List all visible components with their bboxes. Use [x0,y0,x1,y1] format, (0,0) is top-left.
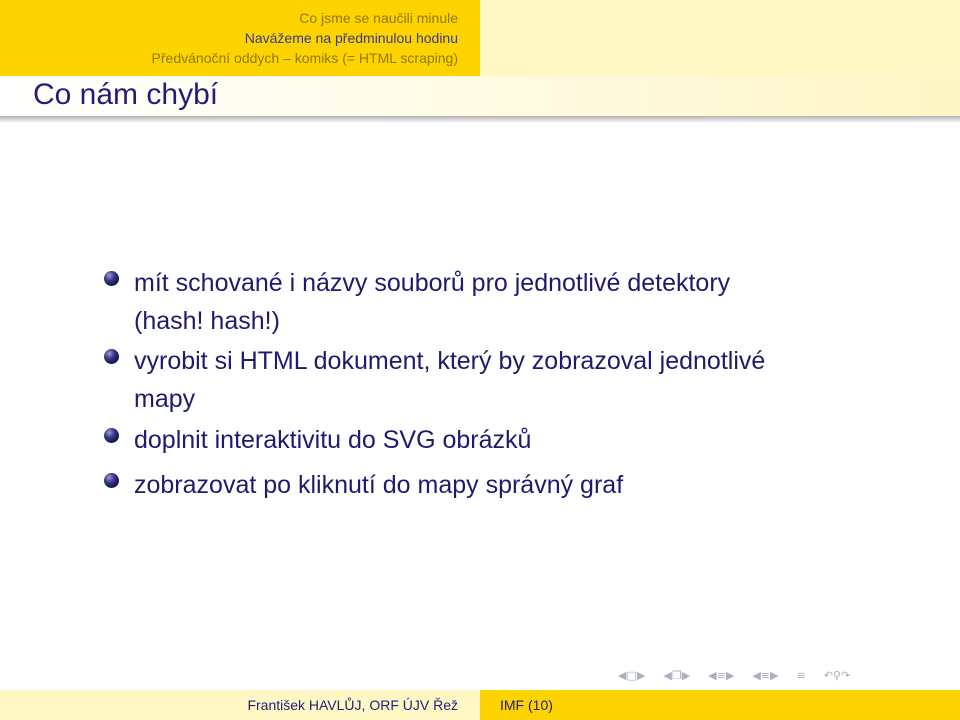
section-prev-icon[interactable]: ◀ [752,669,761,682]
subsection-icon[interactable]: ≡ [716,669,726,682]
bullet-text-line: mapy [134,385,196,413]
frame-prev-icon[interactable]: ◀ [663,669,672,682]
section-next-icon[interactable]: ▶ [770,669,779,682]
forward-icon[interactable]: ↷ [840,669,851,682]
section-icon[interactable]: ≡ [760,669,770,682]
nav-section-current[interactable]: Navážeme na předminulou hodinu [244,30,458,46]
bullet-ball-icon [104,473,119,488]
footer-course-box [480,690,960,720]
bullet-text-line: mít schované i názvy souborů pro jednotlivé detektory [134,269,731,297]
frame-next-icon[interactable]: ▶ [681,669,691,682]
footer-course: IMF (10) [500,697,553,713]
nav-section-prev-lesson[interactable]: Co jsme se naučili minule [299,10,458,26]
document-icon[interactable]: ≡ [796,669,806,682]
subsection-prev-icon[interactable]: ◀ [708,669,717,682]
bullet-text-line: zobrazovat po kliknutí do mapy správný graf [134,471,624,499]
slide-prev-icon[interactable]: ◀ [618,669,627,682]
back-icon[interactable]: ↶ [823,669,833,682]
frame-title: Co nám chybí [33,78,219,111]
bullet-text-line: (hash! hash!) [134,307,280,335]
header-band [0,0,960,76]
bullet-text-line: vyrobit si HTML dokument, který by zobrazoval jednotlivé [134,347,766,375]
frame-title-bar [0,76,960,116]
search-icon[interactable]: ⚲ [832,669,841,682]
footer-author: František HAVLŮJ, ORF ÚJV Řež [247,697,458,713]
bullet-ball-icon [104,349,119,364]
slide-icon[interactable]: □ [626,669,637,682]
nav-section-comics[interactable]: Předvánoční oddych – komiks (= HTML scraping) [151,50,458,66]
bullet-ball-icon [104,271,119,286]
slide-next-icon[interactable]: ▶ [636,669,646,682]
subsection-navigation [480,0,960,76]
footer-author-box [0,690,480,720]
beamer-navigation-symbols [618,667,850,685]
bullet-text-line: doplnit interaktivitu do SVG obrázků [134,426,532,454]
footer-band [0,690,960,720]
bullet-ball-icon [104,428,119,443]
section-navigation [0,0,480,76]
frame-icon[interactable]: ❐ [671,669,682,682]
subsection-next-icon[interactable]: ▶ [725,669,735,682]
